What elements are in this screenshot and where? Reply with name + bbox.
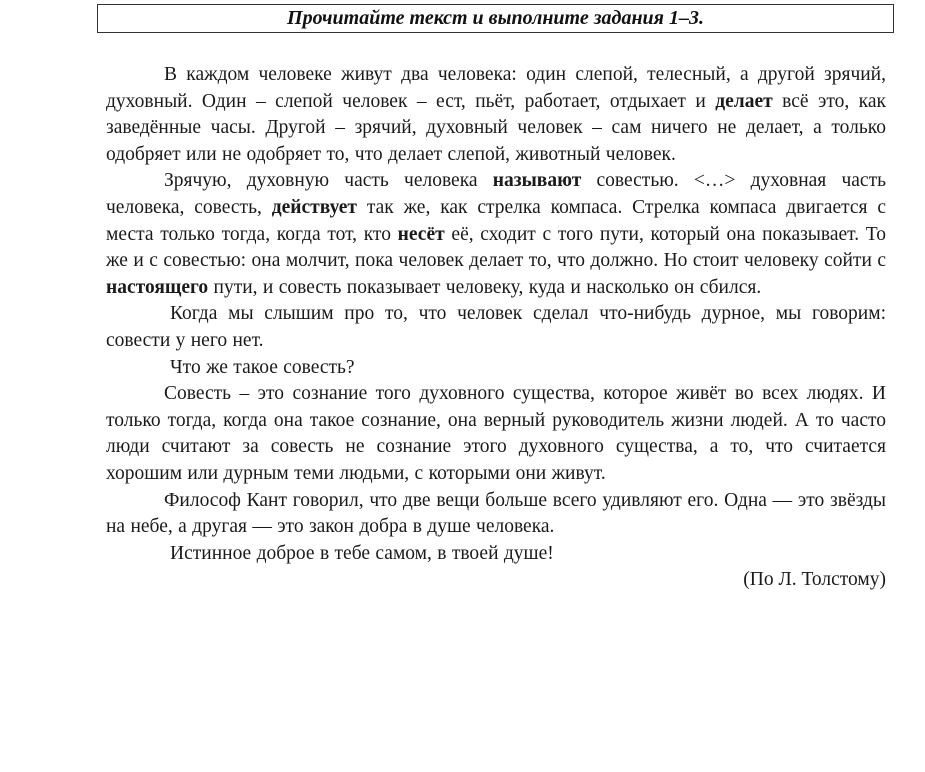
task-header-box	[97, 4, 894, 33]
paragraph-2	[106, 168, 886, 301]
paragraph-1-part-a: В каждом человеке живут два человека: один слепой, телесный, а другой зрячий, духовный. Один – слепой человек – ест, пьёт, работает, отдыхает и	[106, 64, 886, 112]
highlighted-word-nazyvayut: называют	[492, 170, 582, 192]
paragraph-6: Философ Кант говорил, что две вещи больше всего удивляют его. Одна — это звёзды на небе, а другая — это закон добра в душе человека.	[106, 489, 886, 538]
paragraph-5: Совесть – это сознание того духовного существа, которое живёт во всех людях. И только тогда, когда она такое сознание, она верный руководитель жизни людей. А то часто люди считают за совесть не сознание этого духовного существа, а то, что считается хорошим или дурным теми людьми, с которыми они живут.	[106, 383, 886, 484]
paragraph-2-part-e: так же, как стрелка компаса. Стрелка компаса двигается с места только тогда, когда тот, кто	[106, 196, 887, 245]
paragraph-3: Когда мы слышим про то, что человек сделал что-нибудь дурное, мы говорим: совести у него нет.	[106, 303, 886, 351]
highlighted-word-delaet: делает	[715, 90, 773, 112]
paragraph-1	[106, 62, 886, 168]
highlighted-word-nesyot: несёт	[397, 223, 445, 245]
paragraph-2-part-a: Зрячую, духовную часть человека	[164, 170, 493, 192]
highlighted-word-deystvuet: действует	[271, 196, 357, 218]
paragraph-1-part-c: всё это, как заведённые часы. Другой – зрячий, духовный человек – сам ничего не делает, а только одобряет или не одобряет то, что делает слепой, животный человек.	[106, 90, 886, 165]
reading-text	[106, 62, 886, 594]
paragraph-2-part-i: пути, и совесть показывает человеку, куда и насколько он сбился.	[208, 276, 762, 298]
paragraph-2-part-c: совестью. <…> духовная часть человека, совесть,	[106, 170, 886, 218]
task-header-title: Прочитайте текст и выполните задания 1–3.	[287, 7, 704, 29]
author-attribution: (По Л. Толстому)	[743, 569, 886, 591]
highlighted-word-nastoyashchego: настоящего	[106, 276, 209, 298]
paragraph-2-part-g: её, сходит с того пути, который она показывает. То же и с совестью: она молчит, пока человек делает то, что должно. Но стоит человеку сойти с	[106, 223, 887, 272]
paragraph-7: Истинное доброе в тебе самом, в твоей душе!	[170, 542, 554, 564]
paragraph-4: Что же такое совесть?	[170, 356, 355, 378]
